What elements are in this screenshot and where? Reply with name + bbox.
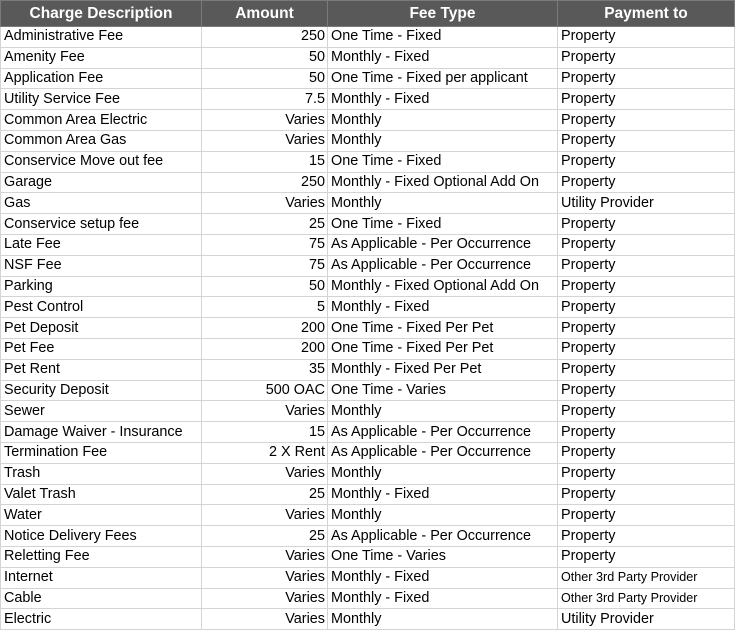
payment-to-cell: Utility Provider [558,609,735,630]
fee-type-cell: Monthly - Fixed [328,47,558,68]
charge-description-cell: Sewer [1,401,202,422]
payment-to-cell: Property [558,484,735,505]
payment-to-cell: Property [558,380,735,401]
charge-description-cell: Reletting Fee [1,546,202,567]
payment-to-cell: Other 3rd Party Provider [558,567,735,588]
fee-type-cell: One Time - Fixed [328,214,558,235]
amount-cell: Varies [202,567,328,588]
header-payment-to: Payment to [558,1,735,27]
charge-description-cell: Parking [1,276,202,297]
payment-to-cell: Property [558,47,735,68]
payment-to-cell: Property [558,526,735,547]
fee-type-cell: One Time - Varies [328,546,558,567]
amount-cell: 25 [202,484,328,505]
payment-to-cell: Property [558,442,735,463]
charge-description-cell: Application Fee [1,68,202,89]
header-amount: Amount [202,1,328,27]
amount-cell: 25 [202,526,328,547]
table-row [1,505,735,526]
fee-type-cell: One Time - Fixed Per Pet [328,318,558,339]
amount-cell: Varies [202,130,328,151]
fee-type-cell: Monthly - Fixed Optional Add On [328,276,558,297]
charge-description-cell: Late Fee [1,234,202,255]
payment-to-cell: Property [558,463,735,484]
amount-cell: 15 [202,422,328,443]
charge-description-cell: Conservice setup fee [1,214,202,235]
fee-type-cell: Monthly - Fixed Per Pet [328,359,558,380]
amount-cell: Varies [202,110,328,131]
amount-cell: 2 X Rent [202,442,328,463]
table-row [1,546,735,567]
fee-type-cell: Monthly - Fixed [328,89,558,110]
table-row [1,27,735,48]
charge-description-cell: Common Area Electric [1,110,202,131]
table-row [1,609,735,630]
amount-cell: 75 [202,234,328,255]
charge-description-cell: Conservice Move out fee [1,151,202,172]
fee-type-cell: Monthly [328,505,558,526]
amount-cell: 35 [202,359,328,380]
payment-to-cell: Property [558,130,735,151]
charge-description-cell: Common Area Gas [1,130,202,151]
payment-to-cell: Property [558,172,735,193]
table-row [1,442,735,463]
table-row [1,422,735,443]
charge-description-cell: Notice Delivery Fees [1,526,202,547]
fee-type-cell: Monthly [328,110,558,131]
charge-description-cell: Security Deposit [1,380,202,401]
amount-cell: Varies [202,588,328,609]
table-row [1,151,735,172]
fee-type-cell: Monthly - Fixed Optional Add On [328,172,558,193]
payment-to-cell: Property [558,422,735,443]
table-row [1,276,735,297]
payment-to-cell: Property [558,297,735,318]
fee-type-cell: Monthly [328,401,558,422]
fee-type-cell: As Applicable - Per Occurrence [328,255,558,276]
amount-cell: 50 [202,47,328,68]
payment-to-cell: Property [558,151,735,172]
fee-type-cell: One Time - Fixed [328,151,558,172]
charge-description-cell: Garage [1,172,202,193]
charge-description-cell: Cable [1,588,202,609]
payment-to-cell: Property [558,276,735,297]
charge-description-cell: NSF Fee [1,255,202,276]
table-row [1,401,735,422]
table-row [1,588,735,609]
table-row [1,234,735,255]
charge-description-cell: Trash [1,463,202,484]
amount-cell: 5 [202,297,328,318]
payment-to-cell: Other 3rd Party Provider [558,588,735,609]
charge-description-cell: Termination Fee [1,442,202,463]
fee-type-cell: Monthly [328,463,558,484]
table-row [1,318,735,339]
amount-cell: Varies [202,463,328,484]
payment-to-cell: Property [558,318,735,339]
amount-cell: 250 [202,172,328,193]
payment-to-cell: Property [558,359,735,380]
table-row [1,297,735,318]
payment-to-cell: Property [558,505,735,526]
table-row [1,89,735,110]
table-row [1,172,735,193]
amount-cell: 200 [202,318,328,339]
charge-description-cell: Damage Waiver - Insurance [1,422,202,443]
amount-cell: Varies [202,193,328,214]
fee-type-cell: Monthly [328,609,558,630]
table-row [1,567,735,588]
charge-description-cell: Internet [1,567,202,588]
fee-type-cell: As Applicable - Per Occurrence [328,234,558,255]
fee-type-cell: Monthly [328,130,558,151]
amount-cell: 500 OAC [202,380,328,401]
table-row [1,359,735,380]
payment-to-cell: Property [558,401,735,422]
fee-type-cell: Monthly [328,193,558,214]
charge-description-cell: Pet Rent [1,359,202,380]
charge-description-cell: Administrative Fee [1,27,202,48]
table-row [1,338,735,359]
amount-cell: Varies [202,401,328,422]
amount-cell: Varies [202,546,328,567]
table-row [1,380,735,401]
payment-to-cell: Property [558,255,735,276]
amount-cell: 50 [202,68,328,89]
payment-to-cell: Property [558,89,735,110]
charge-description-cell: Water [1,505,202,526]
payment-to-cell: Property [558,110,735,131]
payment-to-cell: Property [558,338,735,359]
table-row [1,130,735,151]
amount-cell: 50 [202,276,328,297]
table-row [1,193,735,214]
payment-to-cell: Property [558,27,735,48]
amount-cell: 250 [202,27,328,48]
charge-description-cell: Pest Control [1,297,202,318]
amount-cell: 25 [202,214,328,235]
fee-type-cell: Monthly - Fixed [328,484,558,505]
payment-to-cell: Property [558,68,735,89]
amount-cell: 200 [202,338,328,359]
charge-description-cell: Amenity Fee [1,47,202,68]
table-row [1,110,735,131]
fee-type-cell: One Time - Fixed Per Pet [328,338,558,359]
charge-description-cell: Pet Deposit [1,318,202,339]
payment-to-cell: Property [558,234,735,255]
payment-to-cell: Utility Provider [558,193,735,214]
table-row [1,463,735,484]
fee-type-cell: As Applicable - Per Occurrence [328,422,558,443]
header-fee-type: Fee Type [328,1,558,27]
table-row [1,526,735,547]
charge-description-cell: Utility Service Fee [1,89,202,110]
header-row [1,1,735,27]
fee-type-cell: Monthly - Fixed [328,588,558,609]
fee-type-cell: As Applicable - Per Occurrence [328,526,558,547]
fee-type-cell: One Time - Varies [328,380,558,401]
fee-type-cell: Monthly - Fixed [328,567,558,588]
fee-table-body [1,27,735,630]
amount-cell: Varies [202,505,328,526]
amount-cell: 15 [202,151,328,172]
table-row [1,47,735,68]
amount-cell: 75 [202,255,328,276]
fee-type-cell: Monthly - Fixed [328,297,558,318]
payment-to-cell: Property [558,214,735,235]
amount-cell: Varies [202,609,328,630]
fee-type-cell: One Time - Fixed per applicant [328,68,558,89]
charge-description-cell: Pet Fee [1,338,202,359]
header-charge-description: Charge Description [1,1,202,27]
payment-to-cell: Property [558,546,735,567]
table-row [1,255,735,276]
table-row [1,214,735,235]
charge-description-cell: Electric [1,609,202,630]
charge-description-cell: Gas [1,193,202,214]
amount-cell: 7.5 [202,89,328,110]
table-row [1,68,735,89]
fee-type-cell: As Applicable - Per Occurrence [328,442,558,463]
table-row [1,484,735,505]
charge-description-cell: Valet Trash [1,484,202,505]
fee-type-cell: One Time - Fixed [328,27,558,48]
